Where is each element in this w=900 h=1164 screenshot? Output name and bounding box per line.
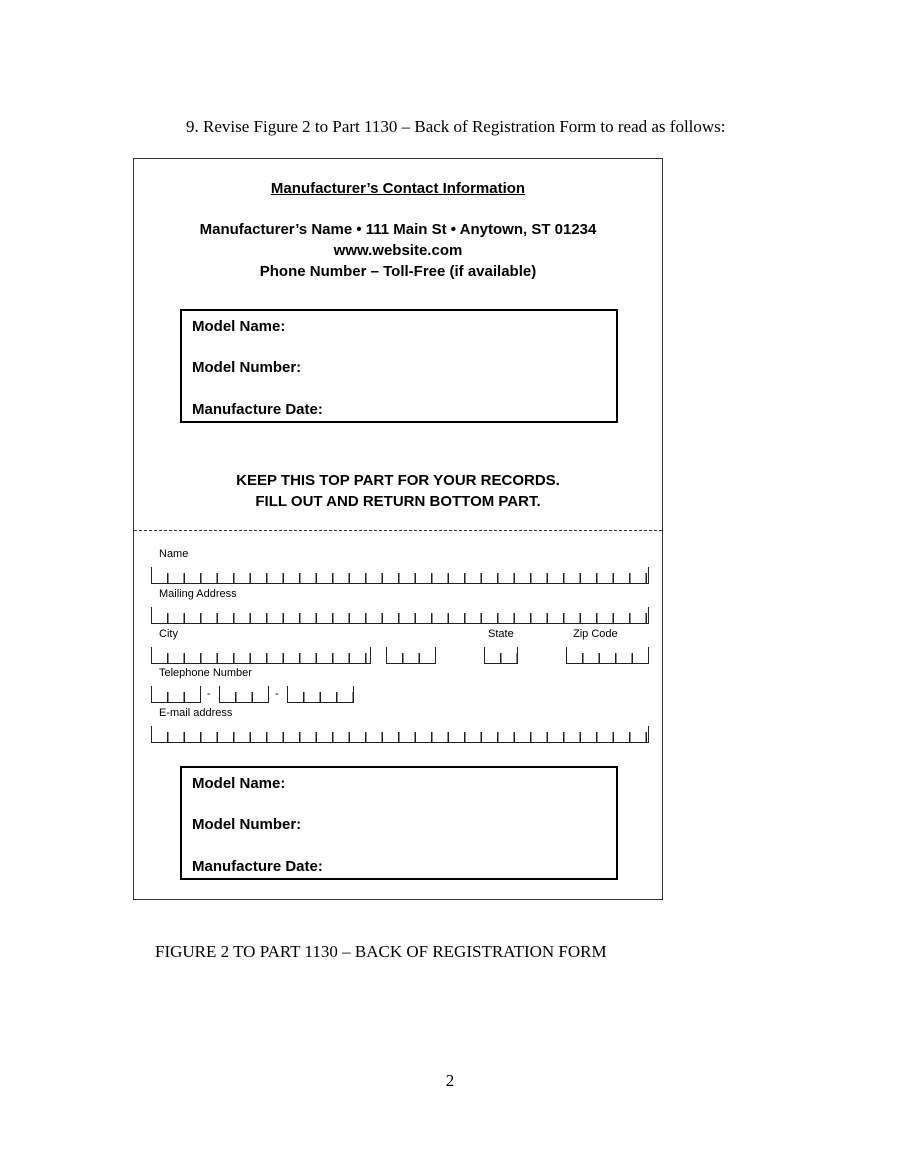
email-input-boxes[interactable] (151, 726, 649, 743)
phone-area-code-boxes[interactable] (151, 686, 201, 703)
phone-prefix-boxes[interactable] (219, 686, 269, 703)
contact-heading: Manufacturer’s Contact Information (270, 180, 526, 197)
manufacturer-address-line: Manufacturer’s Name • 111 Main St • Anytown, ST 01234 (199, 221, 597, 238)
figure-caption: FIGURE 2 TO PART 1130 – BACK OF REGISTRATION FORM (155, 942, 607, 961)
manufacturer-website: www.website.com (333, 242, 463, 259)
phone-separator: - (275, 688, 279, 700)
model-number-label: Model Number: (192, 816, 302, 833)
state-label: State (488, 628, 514, 640)
city-input-boxes[interactable] (151, 647, 371, 664)
city-label: City (159, 628, 178, 640)
city-extra-input-boxes[interactable] (386, 647, 436, 664)
manufacture-date-label: Manufacture Date: (192, 858, 323, 875)
model-name-label: Model Name: (192, 775, 286, 792)
return-bottom-instruction: FILL OUT AND RETURN BOTTOM PART. (255, 493, 541, 510)
model-number-label: Model Number: (192, 359, 302, 376)
telephone-label: Telephone Number (159, 667, 252, 679)
zip-code-label: Zip Code (573, 628, 618, 640)
model-info-box-top (180, 309, 618, 423)
mailing-address-input-boxes[interactable] (151, 607, 649, 624)
zip-code-input-boxes[interactable] (566, 647, 649, 664)
keep-records-instruction: KEEP THIS TOP PART FOR YOUR RECORDS. (236, 472, 560, 489)
manufacturer-phone: Phone Number – Toll-Free (if available) (259, 263, 537, 280)
page-number: 2 (445, 1071, 455, 1090)
phone-separator: - (207, 688, 211, 700)
state-input-boxes[interactable] (484, 647, 518, 664)
cut-line (134, 530, 662, 531)
intro-text: 9. Revise Figure 2 to Part 1130 – Back of Registration Form to read as follows: (186, 117, 726, 136)
model-name-label: Model Name: (192, 318, 286, 335)
registration-form-card (133, 158, 663, 900)
name-input-boxes[interactable] (151, 567, 649, 584)
name-label: Name (159, 548, 189, 560)
mailing-address-label: Mailing Address (159, 588, 237, 600)
email-label: E-mail address (159, 707, 233, 719)
phone-line-number-boxes[interactable] (287, 686, 354, 703)
model-info-box-bottom (180, 766, 618, 880)
manufacture-date-label: Manufacture Date: (192, 401, 323, 418)
